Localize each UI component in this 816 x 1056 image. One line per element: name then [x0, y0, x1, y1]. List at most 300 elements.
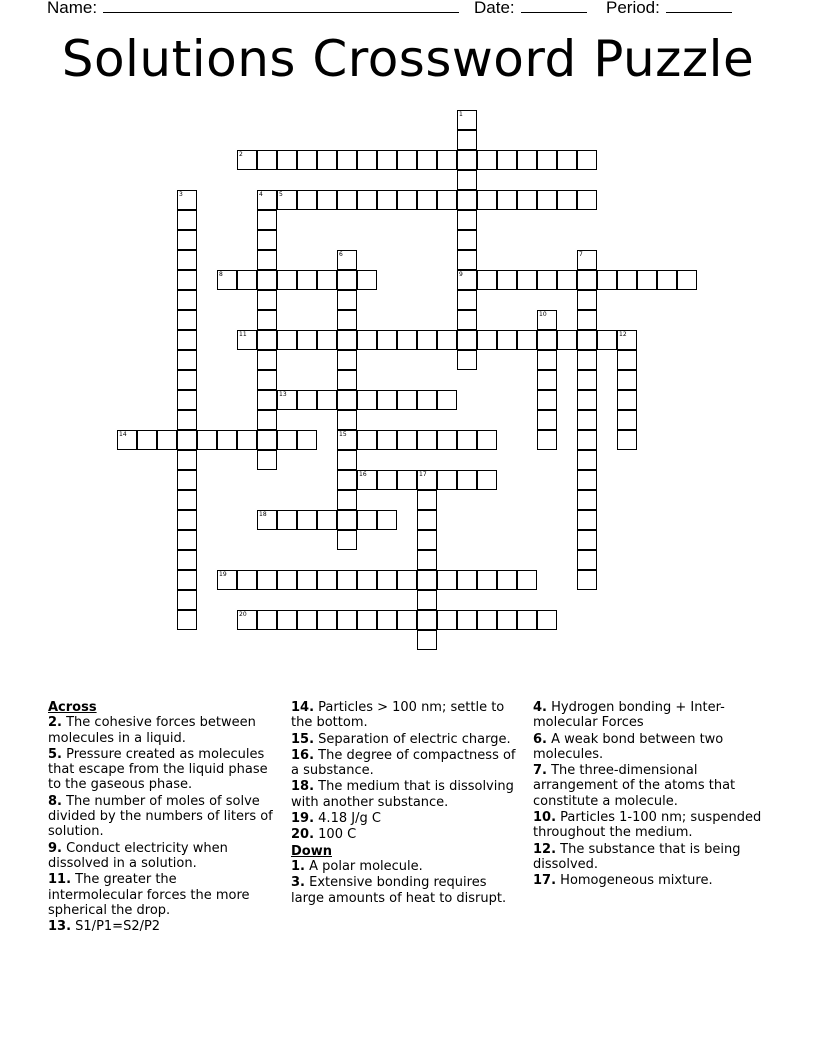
clue-text: Homogeneous mixture.: [556, 873, 713, 889]
clue-item: [48, 872, 273, 918]
crossword-cell[interactable]: [497, 570, 517, 590]
crossword-cell[interactable]: [277, 150, 297, 170]
clue-item: [291, 700, 523, 731]
crossword-cell[interactable]: [457, 310, 477, 330]
crossword-cell[interactable]: [497, 150, 517, 170]
crossword-cell[interactable]: [457, 110, 477, 130]
crossword-cell[interactable]: [297, 270, 317, 290]
crossword-cell[interactable]: [557, 270, 577, 290]
crossword-cell[interactable]: [537, 310, 557, 330]
crossword-cell[interactable]: [177, 610, 197, 630]
crossword-cell[interactable]: [257, 370, 277, 390]
crossword-cell[interactable]: [517, 190, 537, 210]
crossword-cell[interactable]: [417, 550, 437, 570]
clue-number-label: 6.: [533, 731, 547, 747]
crossword-cell[interactable]: [277, 510, 297, 530]
crossword-cell[interactable]: [177, 250, 197, 270]
crossword-cell[interactable]: [177, 350, 197, 370]
crossword-cell[interactable]: [477, 330, 497, 350]
clue-item: [533, 763, 765, 809]
crossword-cell[interactable]: [177, 450, 197, 470]
crossword-cell[interactable]: [377, 330, 397, 350]
clue-item: [533, 873, 765, 888]
crossword-cell[interactable]: [317, 390, 337, 410]
clue-text: 100 C: [314, 827, 357, 843]
crossword-cell[interactable]: [617, 410, 637, 430]
crossword-cell[interactable]: [577, 370, 597, 390]
clue-text: The substance that is being dissolved.: [533, 841, 741, 872]
crossword-cell[interactable]: [177, 370, 197, 390]
clue-text: The three-dimensional arrangement of the atoms that constitute a molecule.: [533, 763, 736, 809]
crossword-cell[interactable]: [397, 190, 417, 210]
clue-number: 17: [419, 471, 427, 478]
crossword-cell[interactable]: [457, 570, 477, 590]
crossword-cell[interactable]: [457, 290, 477, 310]
crossword-cell[interactable]: [577, 450, 597, 470]
clue-number-label: 19.: [291, 811, 315, 827]
crossword-cell[interactable]: [397, 150, 417, 170]
crossword-cell[interactable]: [277, 190, 297, 210]
crossword-cell[interactable]: [577, 150, 597, 170]
clue-number-label: 13.: [48, 919, 72, 935]
crossword-cell[interactable]: [457, 470, 477, 490]
clue-number-label: 7.: [533, 763, 547, 779]
crossword-cell[interactable]: [477, 470, 497, 490]
crossword-cell[interactable]: [617, 270, 637, 290]
crossword-cell[interactable]: [417, 530, 437, 550]
clue-item: [533, 810, 765, 841]
crossword-cell[interactable]: [577, 490, 597, 510]
crossword-cell[interactable]: [337, 470, 357, 490]
clue-number: 20: [239, 611, 247, 618]
crossword-cell[interactable]: [617, 370, 637, 390]
crossword-cell[interactable]: [357, 330, 377, 350]
clue-number: 1: [459, 111, 463, 118]
crossword-cell[interactable]: [617, 350, 637, 370]
clue-number: 5: [279, 191, 283, 198]
crossword-cell[interactable]: [337, 330, 357, 350]
clue-number: 19: [219, 571, 227, 578]
clue-text: Extensive bonding requires large amounts of heat to disrupt.: [291, 875, 507, 906]
crossword-cell[interactable]: [177, 210, 197, 230]
crossword-cell[interactable]: [297, 570, 317, 590]
crossword-cell[interactable]: [257, 190, 277, 210]
clue-number-label: 8.: [48, 793, 62, 809]
crossword-cell[interactable]: [577, 550, 597, 570]
crossword-cell[interactable]: [537, 270, 557, 290]
crossword-cell[interactable]: [257, 410, 277, 430]
crossword-cell[interactable]: [457, 130, 477, 150]
crossword-cell[interactable]: [557, 150, 577, 170]
clue-item: [48, 794, 273, 840]
crossword-cell[interactable]: [637, 270, 657, 290]
crossword-cell[interactable]: [337, 430, 357, 450]
crossword-cell[interactable]: [257, 570, 277, 590]
down-heading: Down: [291, 843, 332, 859]
crossword-cell[interactable]: [177, 550, 197, 570]
period-label: Period:: [606, 0, 660, 17]
clue-number: 7: [579, 251, 583, 258]
clue-number-label: 16.: [291, 747, 315, 763]
crossword-cell[interactable]: [437, 610, 457, 630]
down-clue-list-continued: [533, 700, 765, 889]
crossword-cell[interactable]: [417, 590, 437, 610]
clue-text: The number of moles of solve divided by the numbers of liters of solution.: [48, 793, 273, 840]
crossword-cell[interactable]: [497, 270, 517, 290]
crossword-cell[interactable]: [177, 330, 197, 350]
crossword-cell[interactable]: [377, 610, 397, 630]
crossword-cell[interactable]: [417, 570, 437, 590]
crossword-cell[interactable]: [437, 430, 457, 450]
crossword-cell[interactable]: [457, 610, 477, 630]
crossword-cell[interactable]: [477, 430, 497, 450]
crossword-cell[interactable]: [417, 430, 437, 450]
clue-number: 14: [119, 431, 127, 438]
crossword-cell[interactable]: [177, 470, 197, 490]
crossword-cell[interactable]: [317, 510, 337, 530]
crossword-cell[interactable]: [617, 330, 637, 350]
crossword-cell[interactable]: [417, 150, 437, 170]
crossword-cell[interactable]: [297, 190, 317, 210]
crossword-cell[interactable]: [457, 150, 477, 170]
crossword-cell[interactable]: [317, 190, 337, 210]
crossword-cell[interactable]: [577, 290, 597, 310]
crossword-cell[interactable]: [537, 430, 557, 450]
clue-number-label: 20.: [291, 827, 315, 843]
crossword-cell[interactable]: [517, 150, 537, 170]
crossword-cell[interactable]: [577, 510, 597, 530]
crossword-cell[interactable]: [257, 270, 277, 290]
crossword-cell[interactable]: [337, 150, 357, 170]
crossword-cell[interactable]: [157, 430, 177, 450]
crossword-cell[interactable]: [497, 190, 517, 210]
clue-number: 6: [339, 251, 343, 258]
crossword-cell[interactable]: [457, 430, 477, 450]
crossword-cell[interactable]: [437, 150, 457, 170]
crossword-cell[interactable]: [257, 230, 277, 250]
crossword-cell[interactable]: [497, 330, 517, 350]
crossword-cell[interactable]: [577, 530, 597, 550]
crossword-cell[interactable]: [557, 190, 577, 210]
crossword-cell[interactable]: [177, 290, 197, 310]
crossword-cell[interactable]: [137, 430, 157, 450]
crossword-cell[interactable]: [577, 470, 597, 490]
crossword-cell[interactable]: [417, 610, 437, 630]
clue-number-label: 17.: [533, 873, 557, 889]
crossword-cell[interactable]: [377, 570, 397, 590]
clue-item: [291, 827, 523, 842]
crossword-cell[interactable]: [437, 570, 457, 590]
crossword-cell[interactable]: [357, 190, 377, 210]
crossword-cell[interactable]: [237, 570, 257, 590]
date-label: Date:: [474, 0, 515, 17]
crossword-cell[interactable]: [337, 530, 357, 550]
crossword-cell[interactable]: [497, 610, 517, 630]
crossword-cell[interactable]: [457, 190, 477, 210]
crossword-cell[interactable]: [237, 430, 257, 450]
crossword-cell[interactable]: [297, 150, 317, 170]
crossword-cell[interactable]: [257, 610, 277, 630]
clue-item: [533, 842, 765, 873]
crossword-cell[interactable]: [417, 390, 437, 410]
crossword-cell[interactable]: [277, 570, 297, 590]
crossword-cell[interactable]: [257, 250, 277, 270]
crossword-cell[interactable]: [297, 390, 317, 410]
crossword-cell[interactable]: [477, 570, 497, 590]
crossword-cell[interactable]: [377, 390, 397, 410]
crossword-cell[interactable]: [437, 330, 457, 350]
crossword-cell[interactable]: [257, 510, 277, 530]
clue-text: Pressure created as molecules that escape from the liquid phase to the gaseous phase.: [48, 746, 268, 793]
crossword-cell[interactable]: [337, 490, 357, 510]
crossword-cell[interactable]: [417, 330, 437, 350]
clue-number: 15: [339, 431, 347, 438]
crossword-cell[interactable]: [177, 510, 197, 530]
crossword-cell[interactable]: [417, 190, 437, 210]
crossword-cell[interactable]: [337, 350, 357, 370]
crossword-cell[interactable]: [257, 330, 277, 350]
crossword-cell[interactable]: [357, 610, 377, 630]
crossword-cell[interactable]: [377, 510, 397, 530]
crossword-cell[interactable]: [177, 530, 197, 550]
crossword-cell[interactable]: [417, 490, 437, 510]
crossword-cell[interactable]: [337, 290, 357, 310]
crossword-cell[interactable]: [357, 470, 377, 490]
clue-number: 10: [539, 311, 547, 318]
crossword-cell[interactable]: [477, 270, 497, 290]
crossword-cell[interactable]: [177, 590, 197, 610]
crossword-cell[interactable]: [577, 270, 597, 290]
crossword-cell[interactable]: [317, 330, 337, 350]
clues-column-3: [533, 700, 765, 890]
down-clue-list: [291, 859, 523, 906]
crossword-cell[interactable]: [237, 150, 257, 170]
clue-number-label: 5.: [48, 746, 62, 762]
crossword-cell[interactable]: [537, 410, 557, 430]
crossword-cell[interactable]: [177, 490, 197, 510]
clues-column-1: [48, 700, 273, 935]
crossword-cell[interactable]: [217, 430, 237, 450]
crossword-cell[interactable]: [577, 190, 597, 210]
crossword-cell[interactable]: [457, 250, 477, 270]
crossword-cell[interactable]: [297, 330, 317, 350]
clue-number-label: 10.: [533, 810, 557, 826]
crossword-cell[interactable]: [337, 410, 357, 430]
crossword-cell[interactable]: [357, 270, 377, 290]
crossword-cell[interactable]: [417, 470, 437, 490]
crossword-cell[interactable]: [577, 330, 597, 350]
crossword-cell[interactable]: [197, 430, 217, 450]
crossword-cell[interactable]: [297, 510, 317, 530]
clue-item: [291, 779, 523, 810]
clue-text: Conduct electricity when dissolved in a solution.: [48, 840, 228, 871]
crossword-cell[interactable]: [357, 430, 377, 450]
crossword-cell[interactable]: [517, 570, 537, 590]
crossword-cell[interactable]: [217, 570, 237, 590]
crossword-cell[interactable]: [257, 450, 277, 470]
clue-item: [291, 875, 523, 906]
crossword-cell[interactable]: [477, 190, 497, 210]
crossword-cell[interactable]: [677, 270, 697, 290]
clue-item: [48, 747, 273, 793]
crossword-cell[interactable]: [177, 410, 197, 430]
crossword-cell[interactable]: [257, 290, 277, 310]
crossword-cell[interactable]: [237, 610, 257, 630]
crossword-cell[interactable]: [177, 570, 197, 590]
clue-number: 8: [219, 271, 223, 278]
crossword-cell[interactable]: [257, 210, 277, 230]
crossword-cell[interactable]: [357, 390, 377, 410]
crossword-cell[interactable]: [337, 310, 357, 330]
crossword-cell[interactable]: [277, 610, 297, 630]
clue-number: 9: [459, 271, 463, 278]
crossword-cell[interactable]: [517, 330, 537, 350]
clue-number: 11: [239, 331, 247, 338]
clue-number-label: 4.: [533, 700, 547, 715]
crossword-cell[interactable]: [537, 370, 557, 390]
page-title: Solutions Crossword Puzzle: [61, 30, 755, 88]
clue-text: The medium that is dissolving with another substance.: [291, 779, 514, 810]
clue-number-label: 12.: [533, 841, 557, 857]
clue-item: [291, 811, 523, 826]
crossword-cell[interactable]: [337, 450, 357, 470]
crossword-cell[interactable]: [397, 430, 417, 450]
crossword-cell[interactable]: [457, 270, 477, 290]
crossword-cell[interactable]: [257, 150, 277, 170]
crossword-cell[interactable]: [177, 390, 197, 410]
crossword-cell[interactable]: [377, 470, 397, 490]
crossword-cell[interactable]: [257, 390, 277, 410]
crossword-cell[interactable]: [537, 390, 557, 410]
crossword-cell[interactable]: [277, 390, 297, 410]
clue-number: 2: [239, 151, 243, 158]
crossword-cell[interactable]: [437, 470, 457, 490]
crossword-cell[interactable]: [317, 270, 337, 290]
clue-item: [533, 700, 765, 731]
crossword-cell[interactable]: [177, 430, 197, 450]
crossword-cell[interactable]: [557, 330, 577, 350]
clue-item: [48, 715, 273, 746]
crossword-cell[interactable]: [317, 610, 337, 630]
crossword-cell[interactable]: [297, 430, 317, 450]
crossword-cell[interactable]: [357, 570, 377, 590]
clue-number: 13: [279, 391, 287, 398]
crossword-cell[interactable]: [537, 330, 557, 350]
crossword-cell[interactable]: [617, 390, 637, 410]
crossword-cell[interactable]: [417, 630, 437, 650]
crossword-cell[interactable]: [577, 350, 597, 370]
crossword-cell[interactable]: [337, 270, 357, 290]
crossword-cell[interactable]: [457, 230, 477, 250]
crossword-cell[interactable]: [337, 390, 357, 410]
crossword-cell[interactable]: [577, 570, 597, 590]
crossword-cell[interactable]: [277, 430, 297, 450]
clue-text: Hydrogen bonding + Inter-molecular Forces: [533, 700, 725, 731]
crossword-cell[interactable]: [457, 210, 477, 230]
crossword-cell[interactable]: [217, 270, 237, 290]
crossword-cell[interactable]: [257, 430, 277, 450]
crossword-cell[interactable]: [517, 270, 537, 290]
crossword-cell[interactable]: [337, 250, 357, 270]
crossword-cell[interactable]: [397, 570, 417, 590]
crossword-cell[interactable]: [477, 150, 497, 170]
crossword-cell[interactable]: [237, 330, 257, 350]
crossword-cell[interactable]: [357, 150, 377, 170]
crossword-cell[interactable]: [377, 150, 397, 170]
crossword-cell[interactable]: [457, 170, 477, 190]
clue-text: S1/P1=S2/P2: [71, 919, 161, 935]
crossword-cell[interactable]: [337, 510, 357, 530]
clue-number: 12: [619, 331, 627, 338]
crossword-cell[interactable]: [257, 310, 277, 330]
clue-number: 16: [359, 471, 367, 478]
crossword-cell[interactable]: [577, 390, 597, 410]
clue-text: A weak bond between two molecules.: [533, 731, 724, 762]
crossword-cell[interactable]: [397, 610, 417, 630]
crossword-cell[interactable]: [377, 190, 397, 210]
clue-item: [291, 732, 523, 747]
crossword-cell[interactable]: [337, 370, 357, 390]
crossword-cell[interactable]: [537, 150, 557, 170]
crossword-cell[interactable]: [177, 310, 197, 330]
crossword-cell[interactable]: [577, 410, 597, 430]
crossword-cell[interactable]: [397, 470, 417, 490]
crossword-cell[interactable]: [417, 510, 437, 530]
crossword-cell[interactable]: [577, 310, 597, 330]
crossword-cell[interactable]: [337, 190, 357, 210]
crossword-cell[interactable]: [277, 330, 297, 350]
crossword-cell[interactable]: [437, 390, 457, 410]
crossword-cell[interactable]: [577, 250, 597, 270]
crossword-cell[interactable]: [177, 190, 197, 210]
crossword-cell[interactable]: [257, 350, 277, 370]
clue-text: Separation of electric charge.: [314, 731, 511, 747]
crossword-cell[interactable]: [397, 390, 417, 410]
clue-number-label: 2.: [48, 715, 62, 731]
crossword-cell[interactable]: [597, 330, 617, 350]
crossword-cell[interactable]: [337, 610, 357, 630]
crossword-cell[interactable]: [317, 570, 337, 590]
crossword-cell[interactable]: [477, 610, 497, 630]
crossword-cell[interactable]: [357, 510, 377, 530]
clue-number: 18: [259, 511, 267, 518]
crossword-cell[interactable]: [617, 430, 637, 450]
crossword-cell[interactable]: [457, 330, 477, 350]
crossword-cell[interactable]: [437, 190, 457, 210]
crossword-cell[interactable]: [237, 270, 257, 290]
crossword-cell[interactable]: [577, 430, 597, 450]
crossword-cell[interactable]: [177, 270, 197, 290]
crossword-cell[interactable]: [397, 330, 417, 350]
crossword-cell[interactable]: [457, 350, 477, 370]
crossword-cell[interactable]: [537, 190, 557, 210]
clue-number-label: 15.: [291, 731, 315, 747]
crossword-cell[interactable]: [177, 230, 197, 250]
crossword-cell[interactable]: [377, 430, 397, 450]
crossword-cell[interactable]: [537, 610, 557, 630]
crossword-cell[interactable]: [537, 350, 557, 370]
across-clue-list-continued: [291, 700, 523, 843]
crossword-cell[interactable]: [117, 430, 137, 450]
crossword-cell[interactable]: [297, 610, 317, 630]
crossword-cell[interactable]: [517, 610, 537, 630]
crossword-cell[interactable]: [317, 150, 337, 170]
crossword-cell[interactable]: [597, 270, 617, 290]
clue-item: [48, 919, 273, 934]
crossword-cell[interactable]: [337, 570, 357, 590]
crossword-cell[interactable]: [277, 270, 297, 290]
crossword-cell[interactable]: [657, 270, 677, 290]
